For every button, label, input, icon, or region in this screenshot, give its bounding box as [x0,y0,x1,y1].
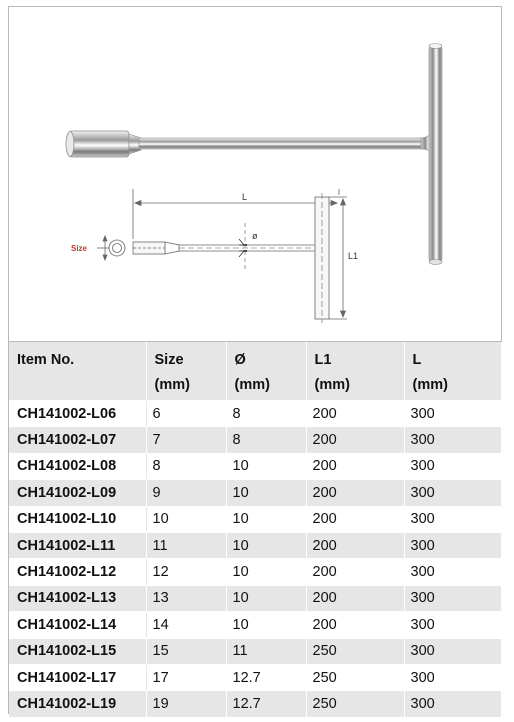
item-no-cell: CH141002-L13 [9,585,146,611]
l1-cell: 200 [306,480,404,506]
item-no-cell: CH141002-L07 [9,427,146,453]
header-l: L (mm) [404,342,501,401]
header-diameter: Ø (mm) [226,342,306,401]
table-body [9,401,501,718]
handle-length-label: L1 [348,251,359,261]
diameter-cell: 10 [226,532,306,558]
size-label: Size [71,244,88,253]
item-no-cell: CH141002-L11 [9,532,146,558]
tool-illustration [9,7,501,341]
item-no-cell: CH141002-L08 [9,453,146,479]
product-figure [9,7,501,342]
product-frame [8,6,502,714]
size-cell: 10 [146,506,226,532]
l-cell: 300 [404,532,501,558]
l-cell: 300 [404,480,501,506]
dimension-drawing [97,189,347,323]
size-cell: 11 [146,532,226,558]
size-cell: 12 [146,559,226,585]
spec-table [9,342,502,718]
l-cell: 300 [404,401,501,427]
table-row [9,638,501,664]
diameter-cell: 10 [226,585,306,611]
diameter-label: ø [252,231,258,241]
l1-cell: 200 [306,401,404,427]
l1-cell: 200 [306,427,404,453]
l-cell: 300 [404,585,501,611]
table-row [9,427,501,453]
l-cell: 300 [404,664,501,690]
l1-cell: 250 [306,638,404,664]
l1-cell: 200 [306,506,404,532]
diameter-cell: 12.7 [226,691,306,717]
l1-cell: 200 [306,453,404,479]
item-no-cell: CH141002-L17 [9,664,146,690]
header-item-no: Item No. [9,342,146,401]
item-no-cell: CH141002-L14 [9,612,146,638]
size-cell: 8 [146,453,226,479]
size-cell: 19 [146,691,226,717]
size-cell: 9 [146,480,226,506]
l-cell: 300 [404,638,501,664]
l-cell: 300 [404,427,501,453]
table-row [9,691,501,717]
item-no-cell: CH141002-L12 [9,559,146,585]
item-no-cell: CH141002-L19 [9,691,146,717]
diameter-cell: 10 [226,480,306,506]
table-row [9,585,501,611]
diameter-cell: 12.7 [226,664,306,690]
table-row [9,506,501,532]
table-row [9,559,501,585]
size-cell: 15 [146,638,226,664]
l-cell: 300 [404,612,501,638]
l-cell: 300 [404,691,501,717]
table-row [9,453,501,479]
diameter-cell: 11 [226,638,306,664]
item-no-cell: CH141002-L10 [9,506,146,532]
diameter-cell: 10 [226,612,306,638]
size-cell: 6 [146,401,226,427]
header-size: Size (mm) [146,342,226,401]
table-row [9,664,501,690]
size-cell: 14 [146,612,226,638]
l-cell: 300 [404,453,501,479]
l1-cell: 200 [306,612,404,638]
l1-cell: 250 [306,664,404,690]
l1-cell: 250 [306,691,404,717]
l-cell: 300 [404,506,501,532]
item-no-cell: CH141002-L09 [9,480,146,506]
diameter-cell: 10 [226,506,306,532]
size-cell: 13 [146,585,226,611]
l1-cell: 200 [306,532,404,558]
diameter-cell: 8 [226,427,306,453]
length-label: L [242,192,248,202]
l1-cell: 200 [306,559,404,585]
size-cell: 7 [146,427,226,453]
diameter-cell: 10 [226,453,306,479]
table-header-row [9,342,501,401]
item-no-cell: CH141002-L15 [9,638,146,664]
size-cell: 17 [146,664,226,690]
item-no-cell: CH141002-L06 [9,401,146,427]
table-row [9,401,501,427]
table-row [9,612,501,638]
table-row [9,532,501,558]
l-cell: 300 [404,559,501,585]
diameter-cell: 8 [226,401,306,427]
l1-cell: 200 [306,585,404,611]
table-row [9,480,501,506]
diameter-cell: 10 [226,559,306,585]
header-l1: L1 (mm) [306,342,404,401]
